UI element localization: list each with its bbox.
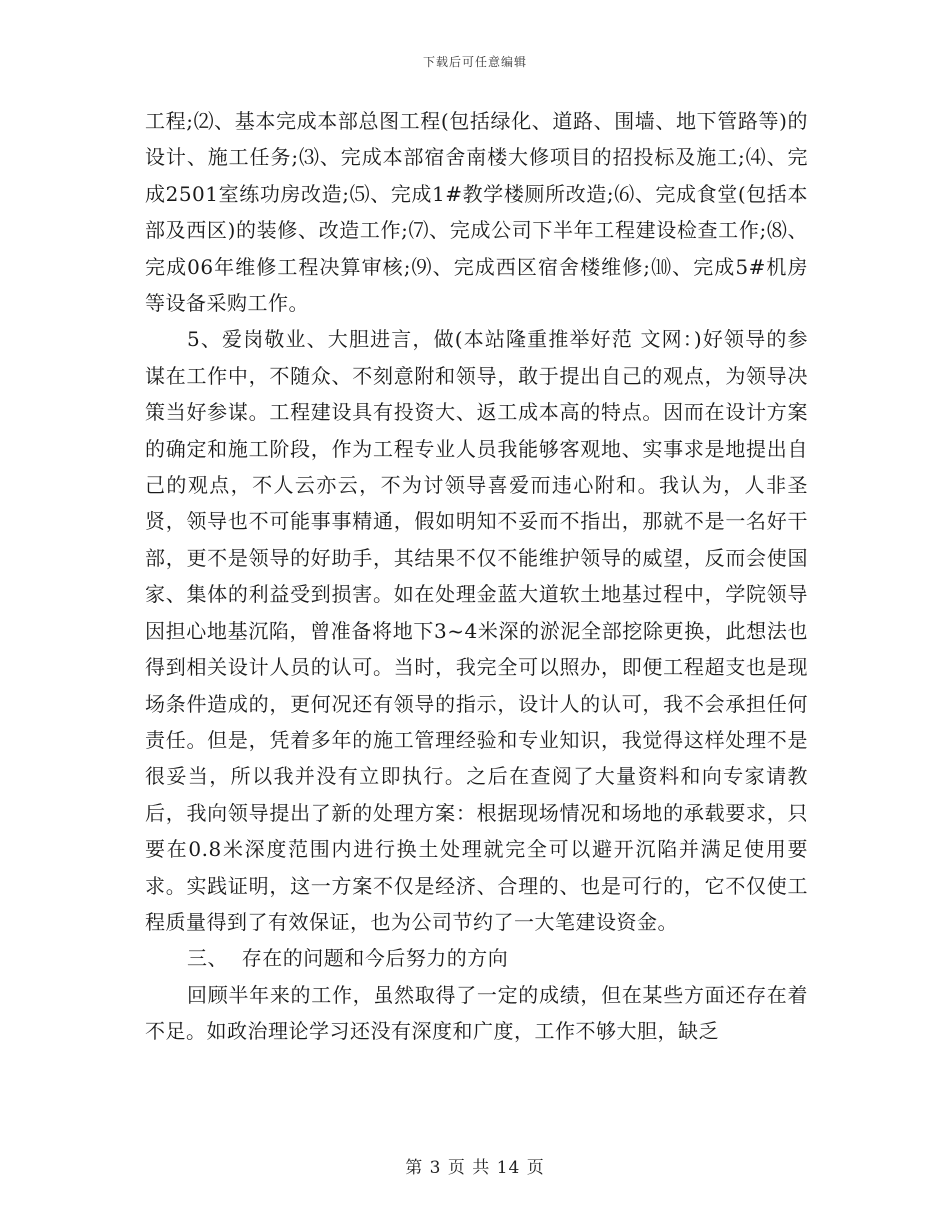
paragraph-review: 回顾半年来的工作，虽然取得了一定的成绩，但在某些方面还存在着不足。如政治理论学习还没有深度和广度，工作不够大胆，缺乏 bbox=[145, 982, 808, 1044]
document-body bbox=[145, 103, 808, 1050]
page-number: 第 3 页 共 14 页 bbox=[405, 1158, 545, 1178]
paragraph-dedication: 5、爱岗敬业、大胆进言，做(本站隆重推举好范 文网：)好领导的参谋在工作中，不随众、不刻意附和领导，敢于提出自己的观点，为领导决策当好参谋。工程建设具有投资大、返工成本高的特点。因而在设计方案的确定和施工阶段，作为工程专业人员我能够客观地、实事求是地提出自己的观点，不人云亦云，不为讨领导喜爱而违心附和。我认为，人非圣贤，领导也不可能事事精通，假如明知不妥而不指出，那就不是一名好干部，更不是领导的好助手，其结果不仅不能维护领导的威望，反而会使国家、集体的利益受到损害。如在处理金蓝大道软土地基过程中，学院领导因担心地基沉陷，曾准备将地下3~4米深的淤泥全部挖除更换，此想法也得到相关设计人员的认可。当时，我完全可以照办，即便工程超支也是现场条件造成的，更何况还有领导的指示，设计人的认可，我不会承担任何责任。但是，凭着多年的施工管理经验和专业知识，我觉得这样处理不是很妥当，所以我并没有立即执行。之后在查阅了大量资料和向专家请教后，我向领导提出了新的处理方案：根据现场情况和场地的承载要求，只要在0.8米深度范围内进行换土处理就完全可以避开沉陷并满足使用要求。实践证明，这一方案不仅是经济、合理的、也是可行的，它不仅使工程质量得到了有效保证，也为公司节约了一大笔建设资金。 bbox=[145, 327, 808, 934]
section-heading: 三、 存在的问题和今后努力的方向 bbox=[187, 946, 509, 971]
paragraph-project-list: 工程;⑵、基本完成本部总图工程(包括绿化、道路、围墙、地下管路等)的设计、施工任务;⑶、完成本部宿舍南楼大修项目的招投标及施工;⑷、完成2501室练功房改造;⑸、完成1#教学楼厕所改造;⑹、完成食堂(包括本部及西区)的装修、改造工作;⑺、完成公司下半年工程建设检查工作;⑻、完成06年维修工程决算审核;⑼、完成西区宿舍楼维修;⑽、完成5#机房等设备采购工作。 bbox=[145, 109, 808, 316]
page-header: 下载后可任意编辑 bbox=[422, 55, 527, 69]
